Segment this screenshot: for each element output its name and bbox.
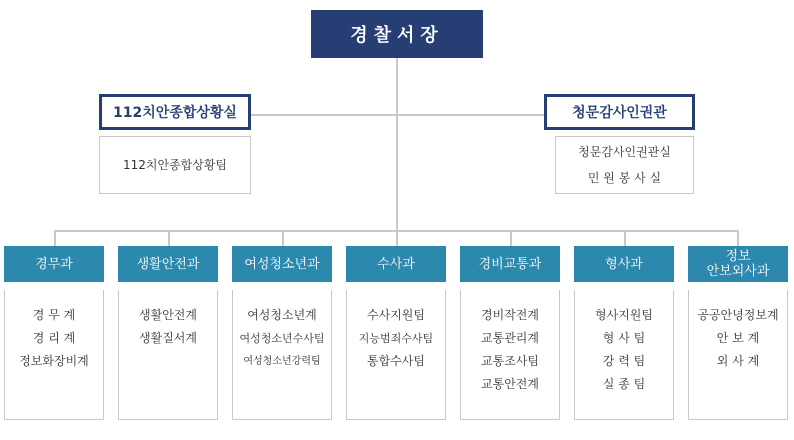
right-office-header — [544, 94, 695, 130]
dept-header-security-traffic — [460, 246, 560, 282]
connector-dept-2 — [168, 230, 170, 246]
dept-item: 경 무 계 — [32, 308, 76, 322]
dept-item: 형사지원팀 — [595, 308, 653, 322]
dept-body-security-traffic — [460, 290, 560, 420]
dept-item: 안 보 계 — [716, 331, 760, 345]
left-office-header — [99, 94, 251, 130]
dept-body-criminal — [574, 290, 674, 420]
dept-header-community-safety — [118, 246, 218, 282]
dept-body-general-affairs — [4, 290, 104, 420]
dept-body-women-youth — [232, 290, 332, 420]
dept-title: 수사과 — [377, 256, 415, 272]
right-office-body — [555, 136, 694, 194]
dept-header-criminal — [574, 246, 674, 282]
dept-title: 형사과 — [605, 256, 643, 272]
dept-item: 생활질서계 — [139, 331, 197, 345]
dept-item: 수사지원팀 — [367, 308, 425, 322]
dept-item: 정보화장비계 — [19, 354, 89, 368]
dept-item: 교통안전계 — [481, 377, 539, 391]
dept-body-community-safety — [118, 290, 218, 420]
dept-item: 경비작전계 — [481, 308, 539, 322]
dept-item: 생활안전계 — [139, 308, 197, 322]
dept-item: 여성청소년강력팀 — [243, 356, 321, 367]
dept-title-line2: 안보외사과 — [706, 264, 770, 279]
dept-title-line1: 정보 — [725, 249, 751, 264]
dept-item: 경 리 계 — [32, 331, 76, 345]
right-office-title: 청문감사인권관 — [572, 105, 667, 121]
dept-item: 형 사 팀 — [602, 331, 646, 345]
dept-body-investigation — [346, 290, 446, 420]
dept-body-intelligence — [688, 290, 788, 420]
dept-header-women-youth — [232, 246, 332, 282]
dept-item: 실 종 팀 — [602, 377, 646, 391]
dept-title: 생활안전과 — [136, 256, 200, 272]
chief-title: 경찰서장 — [350, 25, 444, 46]
dept-item: 여성청소년수사팀 — [239, 332, 325, 345]
dept-item: 강 력 팀 — [602, 354, 646, 368]
dept-header-investigation — [346, 246, 446, 282]
right-office-item: 청문감사인권관실 — [578, 145, 671, 159]
left-office-item: 112치안종합상황팀 — [122, 158, 228, 172]
connector-chief-vertical — [396, 58, 398, 230]
left-office-body — [99, 136, 251, 194]
connector-dept-4 — [396, 230, 398, 246]
dept-header-intelligence — [688, 246, 788, 282]
dept-item: 여성청소년계 — [247, 308, 317, 322]
dept-item: 외 사 계 — [716, 354, 760, 368]
connector-dept-7 — [737, 230, 739, 246]
chief-box — [311, 10, 483, 58]
dept-item: 통합수사팀 — [367, 354, 425, 368]
connector-dept-1 — [54, 230, 56, 246]
dept-item: 공공안녕정보계 — [697, 308, 779, 322]
connector-dept-6 — [624, 230, 626, 246]
connector-dept-3 — [282, 230, 284, 246]
left-office-title: 112치안종합상황실 — [113, 105, 237, 121]
dept-item: 교통관리계 — [481, 331, 539, 345]
dept-item: 지능범죄수사팀 — [358, 332, 434, 345]
right-office-item: 민 원 봉 사 실 — [587, 171, 662, 185]
dept-title: 경비교통과 — [478, 256, 542, 272]
dept-header-general-affairs — [4, 246, 104, 282]
dept-item: 교통조사팀 — [481, 354, 539, 368]
connector-dept-5 — [510, 230, 512, 246]
dept-title: 여성청소년과 — [244, 256, 320, 272]
dept-title: 경무과 — [35, 256, 73, 272]
